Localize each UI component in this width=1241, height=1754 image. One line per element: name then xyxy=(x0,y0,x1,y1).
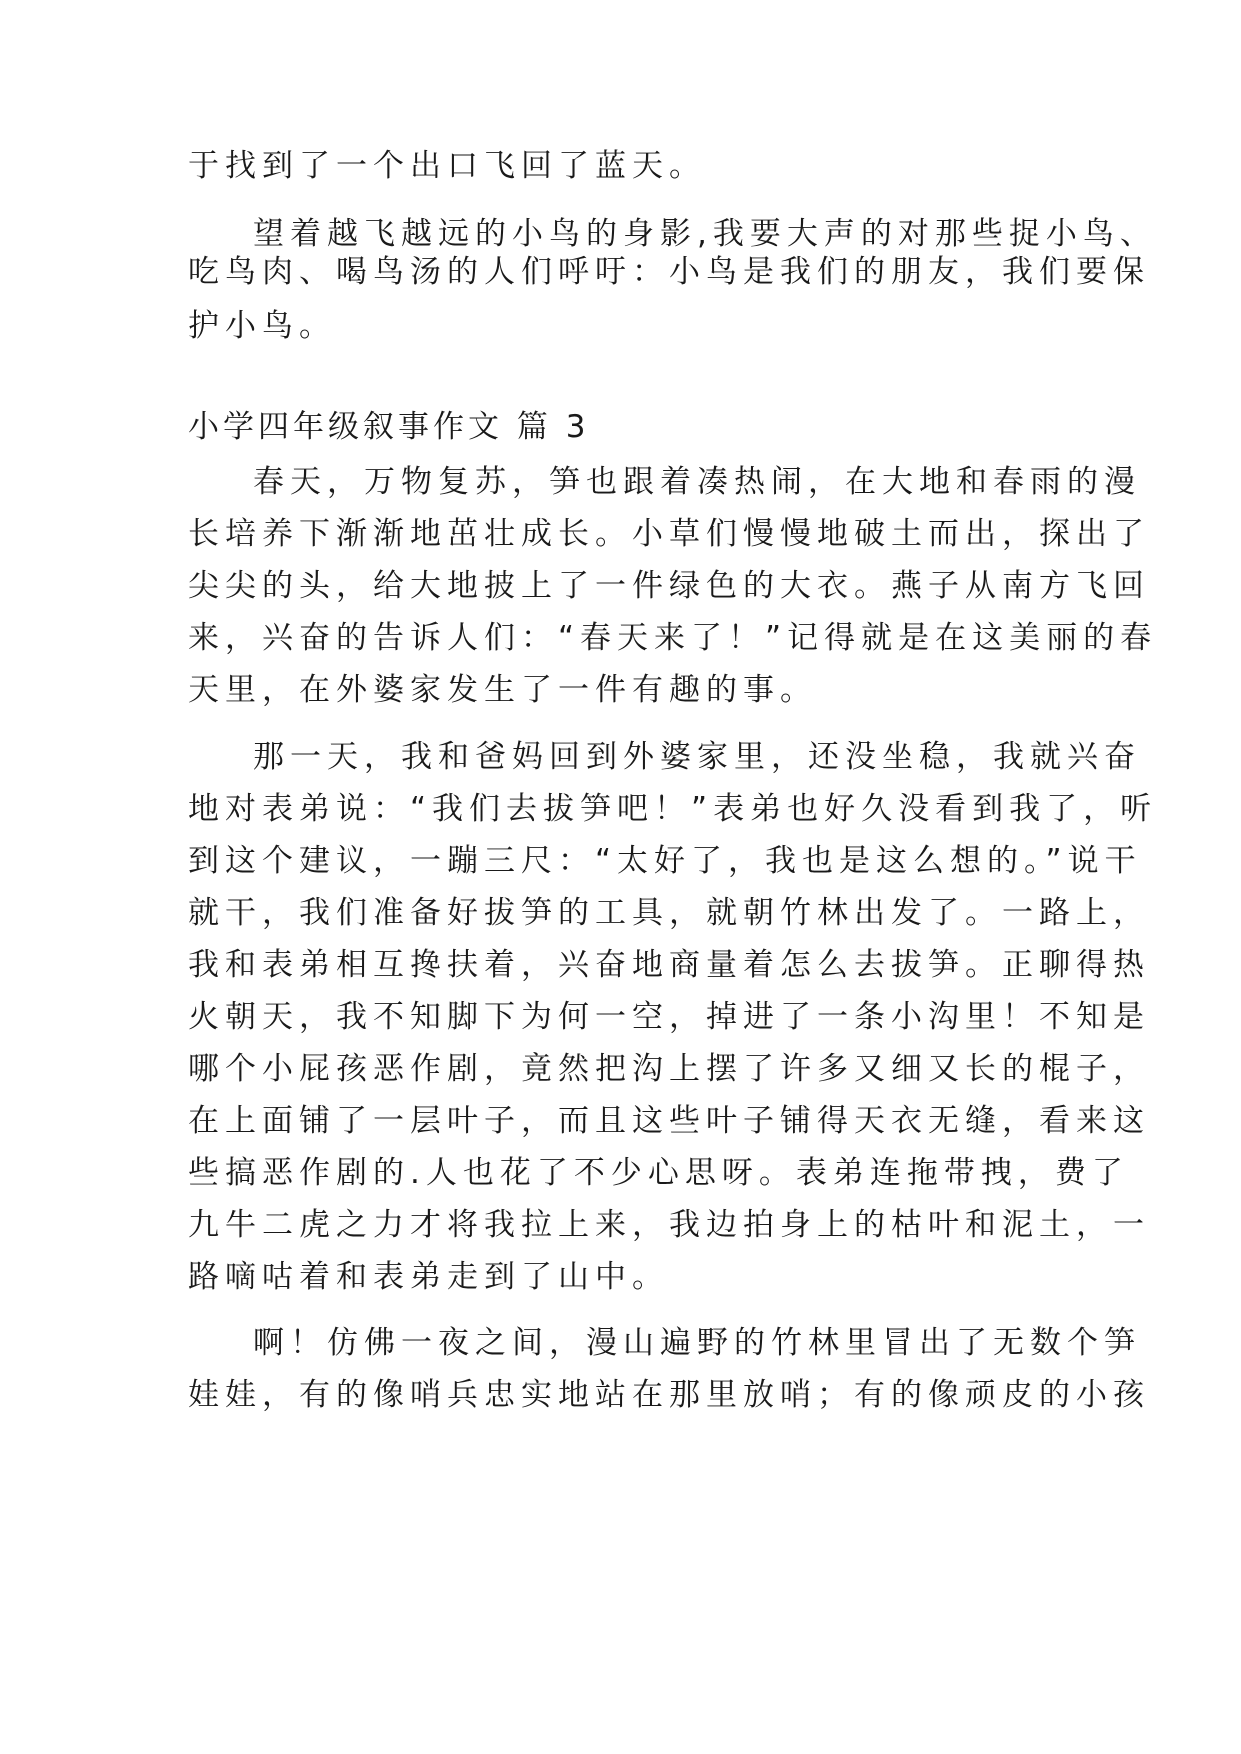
text-line: 些搞恶作剧的.人也花了不少心思呀。表弟连拖带拽，费了 xyxy=(188,1155,1129,1191)
text-line: 九牛二虎之力才将我拉上来，我边拍身上的枯叶和泥土，一 xyxy=(188,1207,1150,1243)
text-line: 于找到了一个出口飞回了蓝天。 xyxy=(188,148,706,184)
text-line: 哪个小屁孩恶作剧，竟然把沟上摆了许多又细又长的棍子， xyxy=(188,1051,1150,1087)
text-line: 我和表弟相互搀扶着，兴奋地商量着怎么去拔笋。正聊得热 xyxy=(188,947,1150,983)
section-heading: 小学四年级叙事作文 篇 3 xyxy=(188,409,590,445)
text-line: 长培养下渐渐地茁壮成长。小草们慢慢地破土而出，探出了 xyxy=(188,516,1150,552)
text-line: 吃鸟肉、喝鸟汤的人们呼吁：小鸟是我们的朋友，我们要保 xyxy=(188,254,1150,290)
text-line: 望着越飞越远的小鸟的身影,我要大声的对那些捉小鸟、 xyxy=(253,216,1157,252)
text-line: 路嘀咕着和表弟走到了山中。 xyxy=(188,1259,669,1295)
text-line: 护小鸟。 xyxy=(188,308,336,344)
text-line: 那一天，我和爸妈回到外婆家里，还没坐稳，我就兴奋 xyxy=(253,739,1141,775)
text-line: 尖尖的头，给大地披上了一件绿色的大衣。燕子从南方飞回 xyxy=(188,568,1150,604)
text-line: 就干，我们准备好拔笋的工具，就朝竹林出发了。一路上， xyxy=(188,895,1150,931)
text-line: 到这个建议，一蹦三尺：“太好了，我也是这么想的。”说干 xyxy=(188,843,1142,879)
text-line: 火朝天，我不知脚下为何一空，掉进了一条小沟里！不知是 xyxy=(188,999,1150,1035)
text-line: 啊！仿佛一夜之间，漫山遍野的竹林里冒出了无数个笋 xyxy=(253,1325,1141,1361)
text-line: 娃娃，有的像哨兵忠实地站在那里放哨；有的像顽皮的小孩 xyxy=(188,1377,1150,1413)
text-line: 春天，万物复苏，笋也跟着凑热闹，在大地和春雨的漫 xyxy=(253,464,1141,500)
text-line: 天里，在外婆家发生了一件有趣的事。 xyxy=(188,672,817,708)
text-line: 在上面铺了一层叶子，而且这些叶子铺得天衣无缝，看来这 xyxy=(188,1103,1150,1139)
text-line: 来，兴奋的告诉人们：“春天来了！”记得就是在这美丽的春 xyxy=(188,620,1158,656)
text-line: 地对表弟说：“我们去拔笋吧！”表弟也好久没看到我了，听 xyxy=(188,791,1158,827)
